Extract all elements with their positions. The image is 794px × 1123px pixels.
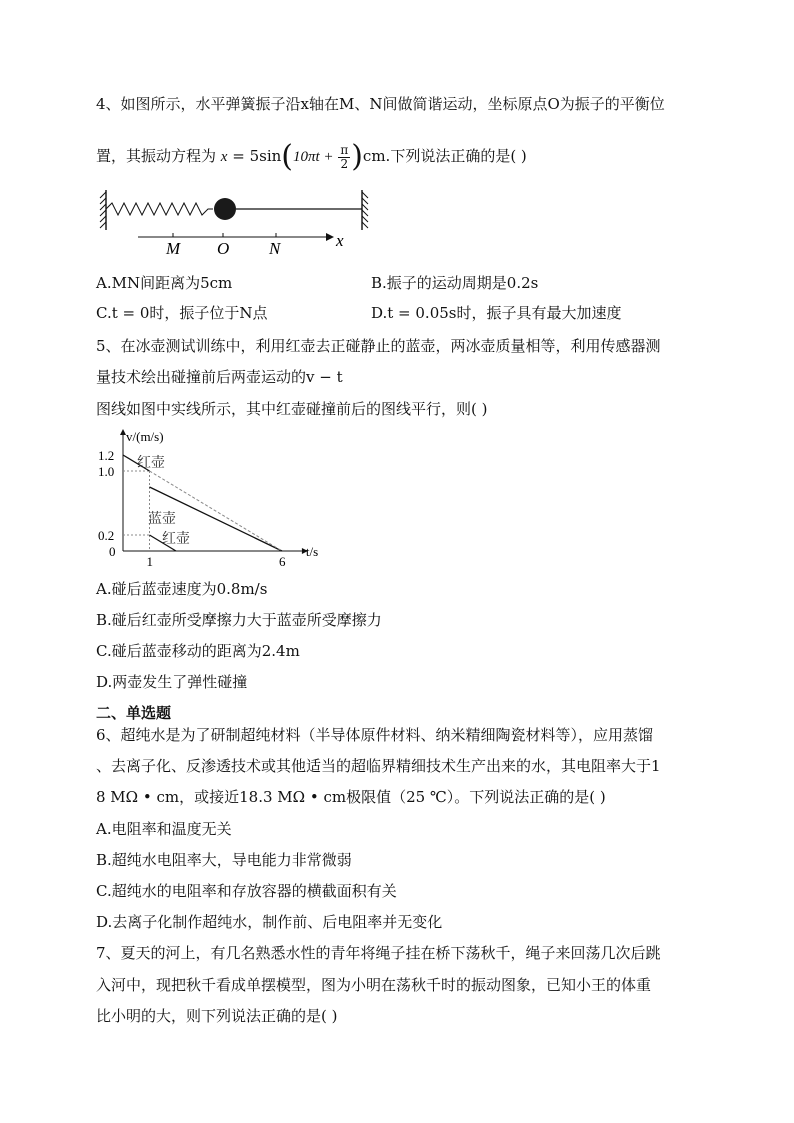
label-x: x	[336, 231, 344, 250]
q6-option-d: D.去离子化制作超纯水，制作前、后电阻率并无变化	[96, 913, 443, 931]
x-axis-arrow	[326, 233, 334, 241]
q4-option-a: A.MN间距离为5cm	[96, 274, 233, 292]
label-N: N	[269, 239, 281, 258]
annotation-red-after: 红壶	[162, 532, 190, 547]
q5-stem-line3: 图线如图中实线所示，其中红壶碰撞前后的图线平行，则( )	[96, 400, 488, 418]
q7-stem-line2: 入河中，现把秋千看成单摆模型，图为小明在荡秋千时的振动图象，已知小王的体重	[96, 976, 652, 994]
q6-stem-line1: 6、超纯水是为了研制超纯材料（半导体原件材料、纳米精细陶瓷材料等），应用蒸馏	[96, 726, 654, 744]
q4-stem-suffix: .下列说法正确的是( )	[385, 147, 527, 165]
label-M: M	[166, 239, 181, 258]
annotation-blue: 蓝壶	[148, 512, 176, 527]
q4-stem-line2	[96, 138, 527, 174]
q4-equation-unit: cm	[362, 147, 386, 165]
q5-option-d: D.两壶发生了弹性碰撞	[96, 673, 248, 691]
q4-option-b: B.振子的运动周期是0.2s	[371, 274, 539, 292]
x-tick-label-0: 1	[146, 554, 153, 569]
section-heading: 二、单选题	[96, 704, 172, 722]
q5-stem-line1: 5、在冰壶测试训练中，利用红壶去正碰静止的蓝壶，两冰壶质量相等，利用传感器测	[96, 337, 661, 355]
q4-stem-prefix: 置，其振动方程为	[96, 147, 217, 165]
q6-option-a: A.电阻率和温度无关	[96, 820, 232, 838]
y-axis-label: v/(m/s)	[126, 429, 164, 444]
q6-option-b: B.超纯水电阻率大，导电能力非常微弱	[96, 851, 352, 869]
y-tick-label-3: 0	[109, 544, 116, 559]
y-tick-label-1: 1.0	[98, 464, 115, 479]
annotation-red-before: 红壶	[137, 456, 165, 471]
q5-stem-line2: 量技术绘出碰撞前后两壶运动的v − t	[96, 368, 343, 386]
q4-equation-inner: 10πt +	[293, 149, 338, 165]
q6-option-c: C.超纯水的电阻率和存放容器的横截面积有关	[96, 882, 397, 900]
x-axis-label: t/s	[305, 544, 319, 559]
left-wall-hatch	[100, 192, 106, 228]
q4-option-c: C.t = 0时，振子位于N点	[96, 304, 268, 322]
y-tick-label-2: 0.2	[98, 528, 115, 543]
left-paren: (	[281, 139, 293, 174]
y-tick-label-0: 1.2	[98, 448, 115, 463]
velocity-time-chart	[96, 426, 319, 571]
spring	[106, 203, 213, 215]
q7-stem-line3: 比小明的大，则下列说法正确的是( )	[96, 1007, 338, 1025]
right-paren: )	[351, 139, 363, 174]
pi-over-2-fraction	[338, 144, 350, 171]
q5-option-b: B.碰后红壶所受摩擦力大于蓝壶所受摩擦力	[96, 611, 382, 629]
oscillator-ball	[214, 198, 236, 220]
q5-option-a: A.碰后蓝壶速度为0.8m/s	[96, 580, 268, 598]
q6-stem-line2: 、去离子化、反渗透技术或其他适当的超临界精细技术生产出来的水，其电阻率大于1	[96, 757, 661, 775]
fraction-denominator: 2	[340, 156, 349, 171]
label-O: O	[217, 239, 230, 258]
x-tick-label-1: 6	[279, 554, 286, 569]
q4-equation-sin: = 5sin	[227, 147, 282, 165]
q4-option-d: D.t = 0.05s时，振子具有最大加速度	[371, 304, 622, 322]
q6-stem-line3: 8 MΩ • cm，或接近18.3 MΩ • cm极限值（25 ℃）。下列说法正确的是( )	[96, 788, 606, 806]
q4-equation-var: x	[220, 149, 228, 165]
q4-stem-line1: 4、如图所示，水平弹簧振子沿x轴在M、N间做简谐运动，坐标原点O为振子的平衡位	[96, 95, 665, 113]
spring-oscillator-figure	[96, 184, 386, 258]
fraction-numerator: π	[340, 142, 349, 157]
q7-stem-line1: 7、夏天的河上，有几名熟悉水性的青年将绳子挂在桥下荡秋千，绳子来回荡几次后跳	[96, 944, 661, 962]
q5-option-c: C.碰后蓝壶移动的距离为2.4m	[96, 642, 300, 660]
right-wall-hatch	[362, 192, 368, 228]
